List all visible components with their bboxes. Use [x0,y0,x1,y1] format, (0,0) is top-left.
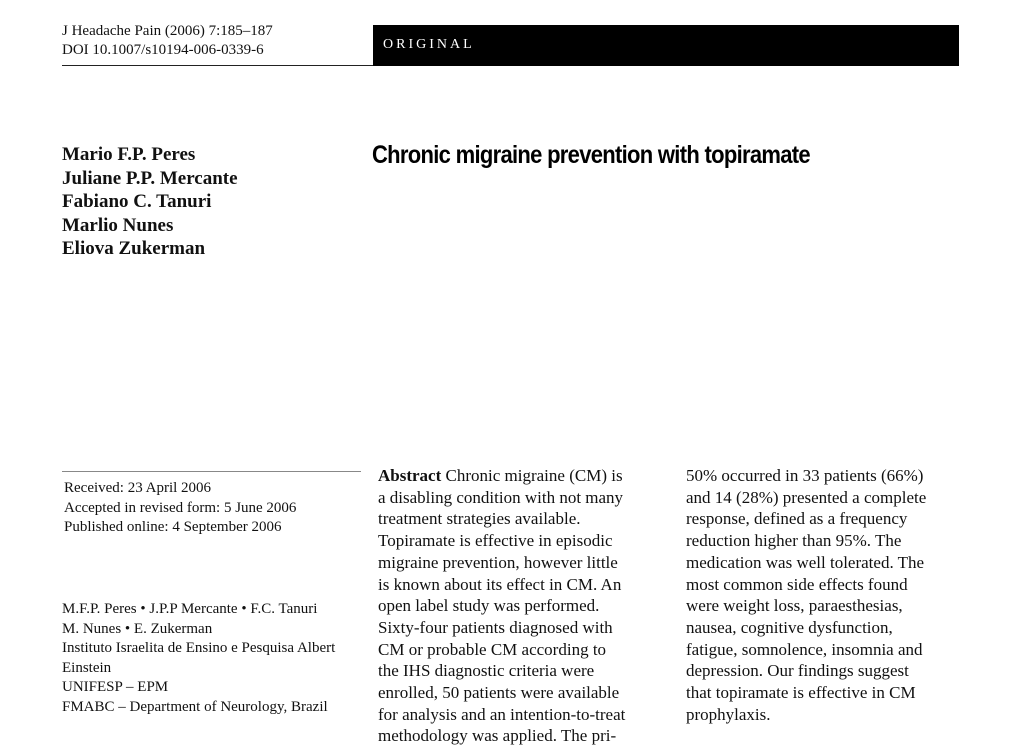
affiliation-line: Instituto Israelita de Ensino e Pesquisa Albert [62,640,336,656]
abstract-line: CM or probable CM according to [378,639,607,659]
abstract-line: treatment strategies available. [378,509,581,529]
abstract-line: nausea, cognitive dysfunction, [686,617,893,637]
abstract-line: medication was well tolerated. The [686,552,925,572]
accepted-date: Accepted in revised form: 5 June 2006 [64,499,297,516]
abstract-column-2 [686,465,926,725]
abstract-line: most common side effects found [686,574,908,594]
author: Mario F.P. Peres [62,144,196,165]
abstract-line: open label study was performed. [378,596,600,616]
section-banner [373,25,959,66]
abstract-line: depression. Our findings suggest [686,661,909,681]
author: Eliova Zukerman [62,238,206,260]
abstract-line: prophylaxis. [686,704,771,724]
abstract-line: Topiramate is effective in episodic [378,531,613,551]
author: Fabiano C. Tanuri [62,191,212,213]
dates-rule [62,471,361,472]
doi: DOI 10.1007/s10194-006-0339-6 [62,42,264,58]
abstract-line: methodology was applied. The pri- [378,726,617,746]
abstract-line: a disabling condition with not many [378,487,624,507]
affiliation-line: Einstein [62,659,112,676]
abstract-line: for analysis and an intention-to-treat [378,704,626,724]
author-list [62,143,238,261]
abstract-line: fatigue, somnolence, insomnia and [686,639,923,659]
abstract-text: Chronic migraine (CM) is [441,466,623,485]
abstract-line: is known about its effect in CM. An [378,574,622,594]
abstract-line: enrolled, 50 patients were available [378,683,620,703]
abstract-line: were weight loss, paraesthesias, [686,596,903,616]
abstract-line: the IHS diagnostic criteria were [378,661,595,681]
received-date: Received: 23 April 2006 [64,480,212,496]
affiliation-line: M. Nunes • E. Zukerman [62,620,213,637]
header-rule [62,65,373,66]
abstract-line: migraine prevention, however little [378,552,618,572]
affiliation-line: FMABC – Department of Neurology, Brazil [62,698,328,715]
section-label: ORIGINAL [383,37,475,52]
journal-info [62,22,273,60]
journal-citation: J Headache Pain (2006) 7:185–187 [62,23,273,39]
author: Marlio Nunes [62,214,174,236]
abstract-line: and 14 (28%) presented a complete [686,487,927,507]
article-title: Chronic migraine prevention with topiramate [372,141,810,169]
affiliation-line: UNIFESP – EPM [62,679,169,695]
publication-dates [64,479,296,538]
abstract-line: that topiramate is effective in CM [686,683,916,703]
affiliations [62,600,335,717]
abstract-first-line [378,465,625,487]
abstract-line: reduction higher than 95%. The [686,531,902,551]
abstract-line: Sixty-four patients diagnosed with [378,617,613,637]
affiliation-line: M.F.P. Peres • J.P.P Mercante • F.C. Tanuri [62,601,318,617]
author: Juliane P.P. Mercante [62,167,238,189]
published-date: Published online: 4 September 2006 [64,519,282,535]
abstract-line: response, defined as a frequency [686,509,908,529]
abstract-line: 50% occurred in 33 patients (66%) [686,466,924,485]
abstract-label: Abstract [378,466,442,485]
abstract-column-1 [378,465,625,747]
